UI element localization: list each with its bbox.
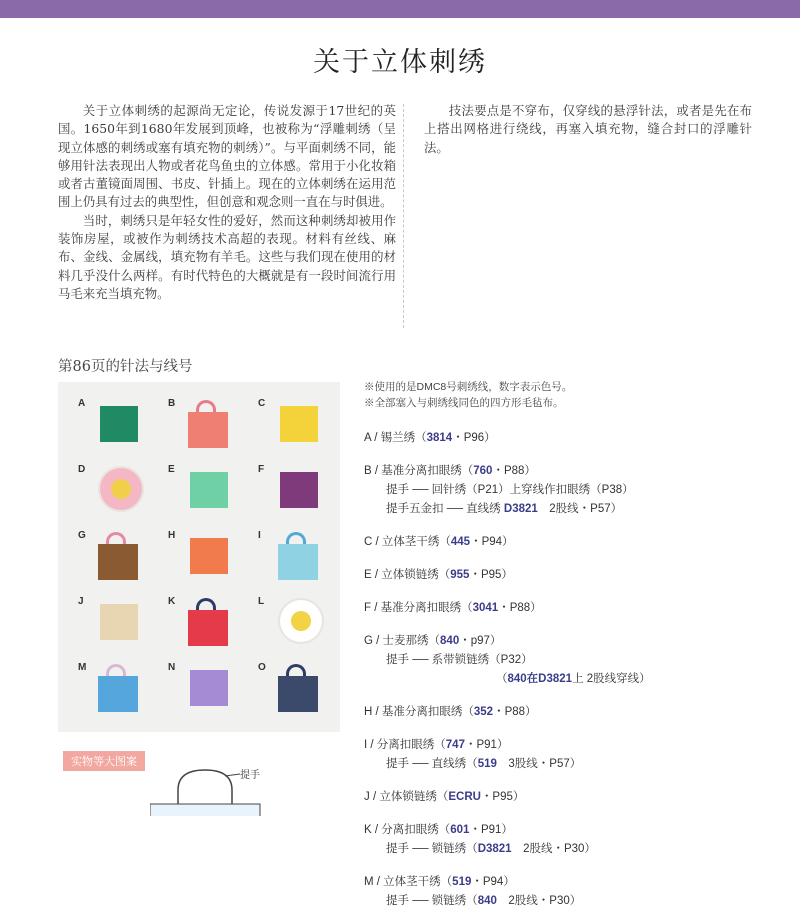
entry-text: （ <box>496 673 508 685</box>
entry-text: ・P94） <box>470 536 514 548</box>
entry-text: 955 <box>450 569 470 581</box>
entry-text: 519 <box>452 876 472 888</box>
entry-text: A / 锡兰绣（ <box>364 432 427 444</box>
entry-sub-line <box>364 892 784 911</box>
flower-center <box>291 611 311 631</box>
entry-text: ・P88） <box>492 465 536 477</box>
stitch-entry <box>364 873 784 911</box>
entry-text: 445 <box>450 536 471 548</box>
entry-text: ・P91） <box>469 824 513 836</box>
swatch-n <box>168 662 238 718</box>
stitch-entry <box>364 821 784 859</box>
swatch-a <box>78 398 148 454</box>
stitch-entry <box>364 632 784 689</box>
entry-text: 840 <box>440 635 460 647</box>
swatch-e <box>168 464 238 520</box>
entries-container <box>364 429 784 911</box>
swatch-letter: K <box>168 596 176 607</box>
entry-main-line <box>364 632 784 651</box>
page-title: 关于立体刺绣 <box>313 47 487 78</box>
swatch-square <box>280 472 318 508</box>
entry-main-line <box>364 462 784 481</box>
swatch-square <box>280 406 318 442</box>
swatch-i <box>258 530 328 586</box>
swatch-j <box>78 596 148 652</box>
entry-text: 840在D3821 <box>507 673 573 685</box>
entry-text: ・P95） <box>480 791 525 803</box>
intro-paragraph-1: 关于立体刺绣的起源尚无定论，传说发源于17世纪的英国。1650年到1680年发展到顶峰，也被称为“浮雕刺绣（呈现立体感的刺绣或塞有填充物的刺绣）”。与平面刺绣不同，能够用针法表现出人物或者花鸟鱼虫的立体感。常用于小化妆箱或者古董镜面周围、书皮、针插上。现在的立体刺绣在运用范围上仍具有过去的典型性，但创意和观念则一直在与时俱进。 <box>58 103 396 210</box>
entry-text: 840 <box>477 895 497 907</box>
entry-text: J / 立体锁链绣（ <box>364 791 449 803</box>
entry-text: 上 2股线穿线） <box>572 673 651 685</box>
entry-text: G / 士麦那绣（ <box>364 635 441 647</box>
entry-text: B / 基准分离扣眼绣（ <box>364 465 474 477</box>
swatch-letter: L <box>258 596 265 607</box>
diagram-bag-body <box>150 804 260 816</box>
entry-text: 提手 ── 锁链绣（ <box>386 843 478 855</box>
entry-text: 2股线・P30） <box>496 895 582 907</box>
swatch-letter: H <box>168 530 176 541</box>
actual-size-tag: 实物等大图案 <box>63 751 145 771</box>
swatch-letter: F <box>258 464 265 475</box>
stitch-list <box>364 379 784 911</box>
swatch-o <box>258 662 328 718</box>
flower-center <box>111 479 131 499</box>
swatch-h <box>168 530 238 586</box>
entry-text: 提手 ── 回针绣（P21）上穿线作扣眼绣（P38） <box>386 484 634 496</box>
entry-text: 2股线・P57） <box>537 503 623 515</box>
swatch-square <box>100 406 138 442</box>
swatch-letter: B <box>168 398 176 409</box>
entry-text: 3股线・P57） <box>496 758 582 770</box>
entry-text: ・P91） <box>464 739 509 751</box>
entry-sub-line <box>364 840 784 859</box>
entry-text: C / 立体茎干绣（ <box>364 536 451 548</box>
stitch-entry <box>364 788 784 807</box>
entry-text: D3821 <box>503 503 538 515</box>
entry-text: 3814 <box>426 432 453 444</box>
swatch-c <box>258 398 328 454</box>
entry-text: I / 分离扣眼绣（ <box>364 739 446 751</box>
entry-text: 提手 ── 系带锁链绣（P32） <box>386 654 533 666</box>
entry-sub-line <box>364 481 784 500</box>
diagram-handle-label: 提手 <box>240 770 260 781</box>
entry-main-line <box>364 821 784 840</box>
stitch-entry <box>364 736 784 774</box>
stitch-entry <box>364 533 784 552</box>
swatch-g <box>78 530 148 586</box>
swatch-b <box>168 398 238 454</box>
bag-body <box>188 412 228 448</box>
swatch-square <box>190 472 228 508</box>
intro-right-column <box>424 102 752 157</box>
swatch-letter: O <box>258 662 266 673</box>
entry-text: ・P94） <box>471 876 515 888</box>
stitch-entry <box>364 703 784 722</box>
swatch-l <box>258 596 328 652</box>
diagram-leader-line <box>225 774 240 776</box>
swatch-square <box>100 604 138 640</box>
entry-text: 提手五金扣 ── 直线绣 <box>386 503 504 515</box>
entry-main-line <box>364 788 784 807</box>
swatch-letter: N <box>168 662 176 673</box>
swatch-letter: D <box>78 464 86 475</box>
entry-text: F / 基准分离扣眼绣（ <box>364 602 473 614</box>
bag-pattern-diagram <box>150 760 290 816</box>
note-2: ※全部塞入与刺绣线同色的四方形毛毡布。 <box>364 397 564 409</box>
swatch-letter: J <box>78 596 84 607</box>
top-color-bar <box>0 0 800 18</box>
stitch-entry <box>364 599 784 618</box>
entry-text: ・P96） <box>452 432 496 444</box>
swatch-k <box>168 596 238 652</box>
entry-text: ECRU <box>448 791 481 803</box>
swatch-letter: I <box>258 530 261 541</box>
entry-main-line <box>364 533 784 552</box>
swatch-f <box>258 464 328 520</box>
entry-text: D3821 <box>477 843 512 855</box>
entry-text: 601 <box>450 824 470 836</box>
entry-text: 提手 ── 锁链绣（ <box>386 895 478 907</box>
entry-main-line <box>364 599 784 618</box>
bag-body <box>98 544 138 580</box>
column-divider <box>403 104 404 328</box>
swatch-letter: E <box>168 464 175 475</box>
entry-main-line <box>364 703 784 722</box>
intro-left-column <box>58 102 396 303</box>
entry-text: 3041 <box>472 602 499 614</box>
entry-text: ・p97） <box>459 635 502 647</box>
entry-text: 519 <box>477 758 497 770</box>
entry-text: ・P95） <box>469 569 513 581</box>
bag-body <box>278 676 318 712</box>
entry-sub-line <box>364 651 784 670</box>
swatch-photo <box>58 382 340 732</box>
entry-text: K / 分离扣眼绣（ <box>364 824 451 836</box>
stitch-entry <box>364 429 784 448</box>
entry-main-line <box>364 736 784 755</box>
entry-text: 747 <box>445 739 465 751</box>
entry-sub-line <box>364 670 784 689</box>
swatch-m <box>78 662 148 718</box>
entry-text: 2股线・P30） <box>511 843 596 855</box>
entry-text: 提手 ── 直线绣（ <box>386 758 478 770</box>
entry-main-line <box>364 429 784 448</box>
bag-body <box>98 676 138 712</box>
section-heading: 第86页的针法与线号 <box>58 359 193 375</box>
entry-text: ・P88） <box>498 602 542 614</box>
swatch-letter: G <box>78 530 86 541</box>
swatch-square <box>190 670 228 706</box>
note-1: ※使用的是DMC8号刺绣线，数字表示色号。 <box>364 381 573 393</box>
entry-text: H / 基准分离扣眼绣（ <box>364 706 474 718</box>
swatch-letter: M <box>78 662 87 673</box>
entry-text: ・P88） <box>493 706 537 718</box>
intro-paragraph-2: 当时，刺绣只是年轻女性的爱好，然而这种刺绣却被用作装饰房屋，或被作为刺绣技术高超的表现。材料有丝线、麻布、金线、金属线，填充物有羊毛。这些与我们现在使用的材料几乎没什么两样。有时代特色的大概就是有一段时间流行用马毛来充当填充物。 <box>58 212 396 301</box>
swatch-square <box>190 538 228 574</box>
entry-text: 352 <box>473 706 494 718</box>
bag-body <box>278 544 318 580</box>
entry-sub-line <box>364 755 784 774</box>
entry-main-line <box>364 566 784 585</box>
swatch-d <box>78 464 148 520</box>
entry-main-line <box>364 873 784 892</box>
stitch-entry <box>364 462 784 519</box>
entry-sub-line <box>364 500 784 519</box>
entry-text: E / 立体锁链绣（ <box>364 569 451 581</box>
bag-body <box>188 610 228 646</box>
swatch-letter: C <box>258 398 266 409</box>
technique-paragraph: 技法要点是不穿布，仅穿线的悬浮针法，或者是先在布上搭出网格进行绕线，再塞入填充物，缝合封口的浮雕针法。 <box>424 103 752 155</box>
stitch-entry <box>364 566 784 585</box>
entry-text: 760 <box>473 465 493 477</box>
entry-text: M / 立体茎干绣（ <box>364 876 453 888</box>
swatch-letter: A <box>78 398 86 409</box>
